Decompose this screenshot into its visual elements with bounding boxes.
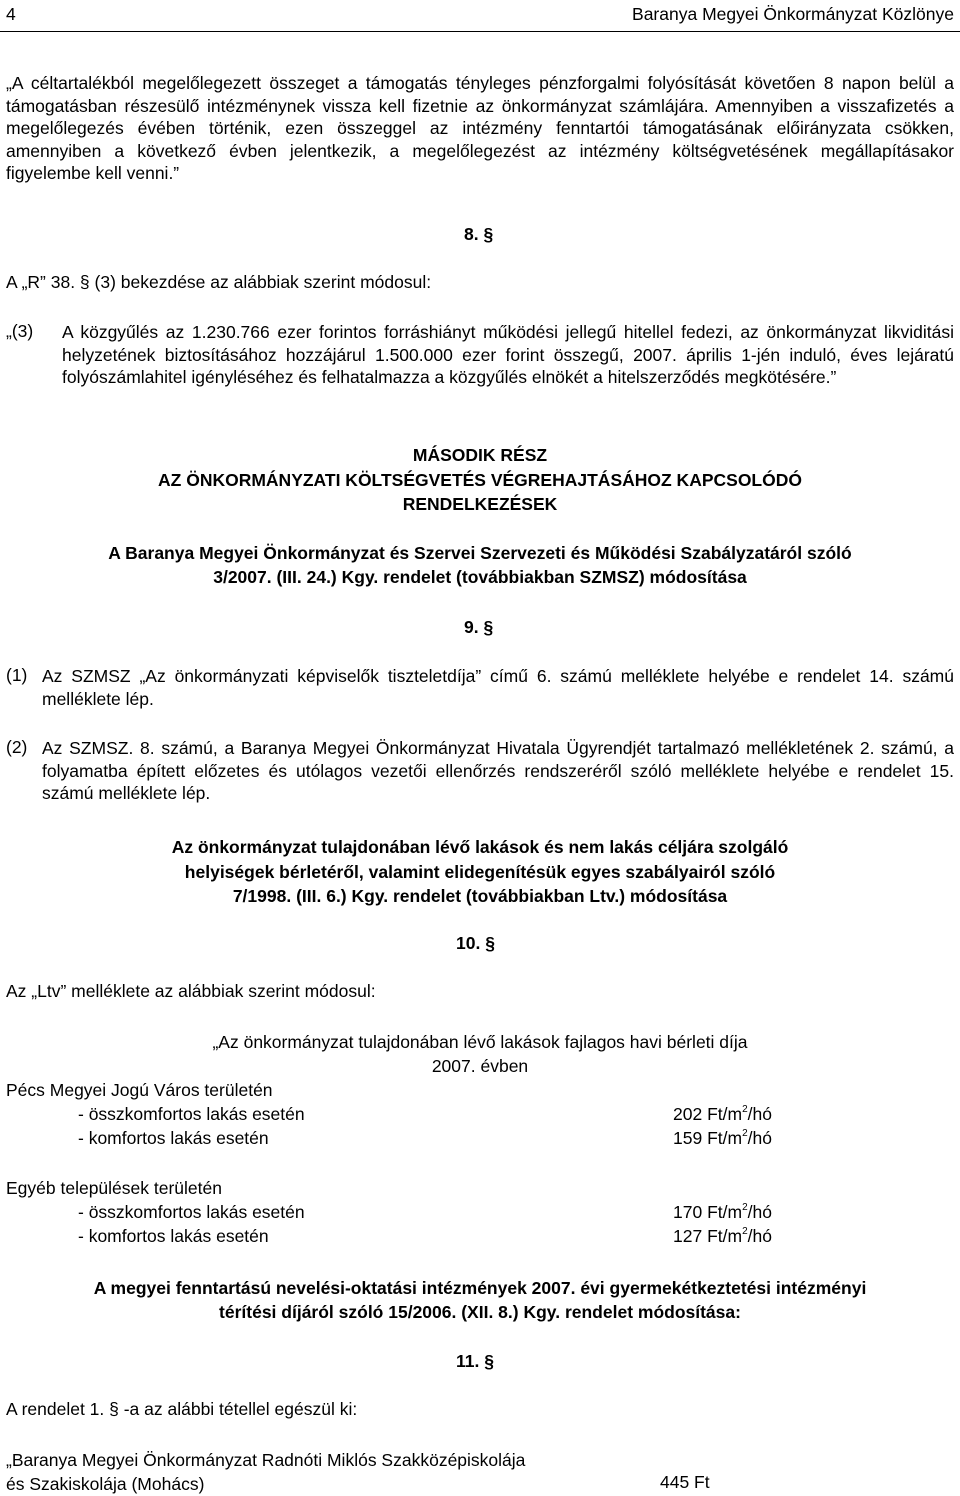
szmsz-heading xyxy=(6,541,954,589)
rent-group-pecs: Pécs Megyei Jogú Város területén xyxy=(6,1080,273,1100)
szmsz-heading-line-1: A Baranya Megyei Önkormányzat és Szervei Szervezeti és Működési Szabályzatáról szóló xyxy=(108,543,852,563)
part-two-subtitle-2: RENDELKEZÉSEK xyxy=(402,494,558,514)
section-9-body-1: Az SZMSZ „Az önkormányzati képviselők tiszteletdíja” című 6. számú melléklete helyébe e rendelet 14. számú melléklete lép. xyxy=(42,666,954,709)
section-10-intro: Az „Ltv” melléklete az alábbiak szerint módosul: xyxy=(6,981,376,1001)
section-8-number: 8. § xyxy=(464,224,494,244)
school-name-line-2: és Szakiskolája (Mohács) xyxy=(6,1474,205,1494)
rent-item-label: - összkomfortos lakás esetén xyxy=(78,1104,305,1124)
part-two-subtitle-1: AZ ÖNKORMÁNYZATI KÖLTSÉGVETÉS VÉGREHAJTÁSÁHOZ KAPCSOLÓDÓ xyxy=(158,469,802,490)
intro-paragraph: „A céltartalékból megelőlegezett összeget a támogatás tényleges pénzforgalmi folyósítását követően 8 napon belül a támogatásban részesülő intézménynek vissza kell fizetnie az önkormányzat számlájára. Amennyiben a visszafizetés a megelőlegezés évében történik, ezen összeggel az intézmény fenntartói támogatásának előirányzata csökken, amennyiben a következő évben jelentkezik, a megelőlegezést az intézmény költségvetésének megállapításakor figyelembe kell venni.” xyxy=(6,73,954,183)
section-11-number: 11. § xyxy=(456,1351,494,1371)
page-header xyxy=(0,0,960,34)
school-name xyxy=(6,1448,525,1496)
rent-caption-line-2: 2007. évben xyxy=(431,1056,529,1076)
rent-value: 127 $Ft/m^2/hó$ xyxy=(673,1226,772,1246)
ltv-heading-line-2: helyiségek bérletéről, valamint elidegenítésük egyes szabályairól szóló xyxy=(184,861,776,882)
rent-value: 202 $Ft/m^2/hó$ xyxy=(673,1104,772,1124)
section-9-number: 9. § xyxy=(464,617,494,637)
rent-caption-line-1: „Az önkormányzat tulajdonában lévő lakások fajlagos havi bérleti díja xyxy=(212,1032,748,1052)
rent-value: 159 $Ft/m^2/hó$ xyxy=(673,1128,772,1148)
section-8-label: „(3) xyxy=(6,321,34,341)
rent-item-label: - komfortos lakás esetén xyxy=(78,1226,269,1246)
etkeztetes-heading-line-1: A megyei fenntartású nevelési-oktatási intézmények 2007. évi gyermekétkeztetési intézményi xyxy=(93,1278,867,1298)
school-price: 445 Ft xyxy=(660,1472,710,1492)
section-10-number: 10. § xyxy=(456,933,495,953)
section-8-body: A közgyűlés az 1.230.766 ezer forintos forráshiányt működési jellegű hitellel fedezi, az önkormányzat likviditási helyzetének biztosításához hozzájárul 1.500.000 ezer forint összegű, 2007. április 1-jén induló, éves lejáratú folyószámlahitel igényléséhez és felhatalmazza a közgyűlés elnökét a hitelszerződés megkötésére.” xyxy=(62,322,954,387)
rent-group-egyeb: Egyéb települések területén xyxy=(6,1178,222,1198)
szmsz-heading-line-2: 3/2007. (III. 24.) Kgy. rendelet (továbbiakban SZMSZ) módosítása xyxy=(213,567,747,587)
school-name-line-1: „Baranya Megyei Önkormányzat Radnóti Miklós Szakközépiskolája xyxy=(6,1450,526,1470)
part-two-heading xyxy=(6,443,954,517)
section-11-intro: A rendelet 1. § -a az alábbi tétellel egészül ki: xyxy=(6,1399,358,1419)
header-rule xyxy=(0,31,960,32)
publication-title: Baranya Megyei Önkormányzat Közlönye xyxy=(632,4,954,24)
section-9-label-1: (1) xyxy=(6,665,28,685)
page-number: 4 xyxy=(6,4,16,24)
rent-item-label: - komfortos lakás esetén xyxy=(78,1128,269,1148)
etkeztetes-heading xyxy=(6,1276,954,1324)
etkeztetes-heading-line-2: térítési díjáról szóló 15/2006. (XII. 8.) Kgy. rendelet módosítása: xyxy=(219,1302,741,1322)
rent-value: 170 $Ft/m^2/hó$ xyxy=(673,1202,772,1222)
rent-item-label: - összkomfortos lakás esetén xyxy=(78,1202,305,1222)
part-two-title: MÁSODIK RÉSZ xyxy=(412,445,548,465)
section-8-intro: A „R” 38. § (3) bekezdése az alábbiak szerint módosul: xyxy=(6,272,432,292)
ltv-heading-line-1: Az önkormányzat tulajdonában lévő lakások és nem lakás céljára szolgáló xyxy=(171,837,789,857)
section-9-body-2: Az SZMSZ. 8. számú, a Baranya Megyei Önkormányzat Hivatala Ügyrendjét tartalmazó mellékletének 2. számú, a folyamatba épített előzetes és utólagos vezetői ellenőrzés rendszeréről szóló melléklete helyébe e rendelet 15. számú melléklete lép. xyxy=(42,738,954,803)
section-9-label-2: (2) xyxy=(6,737,28,757)
ltv-heading-line-3: 7/1998. (III. 6.) Kgy. rendelet (továbbiakban Ltv.) módosítása xyxy=(232,886,728,906)
rent-table-caption xyxy=(6,1030,954,1078)
ltv-heading xyxy=(6,835,954,909)
